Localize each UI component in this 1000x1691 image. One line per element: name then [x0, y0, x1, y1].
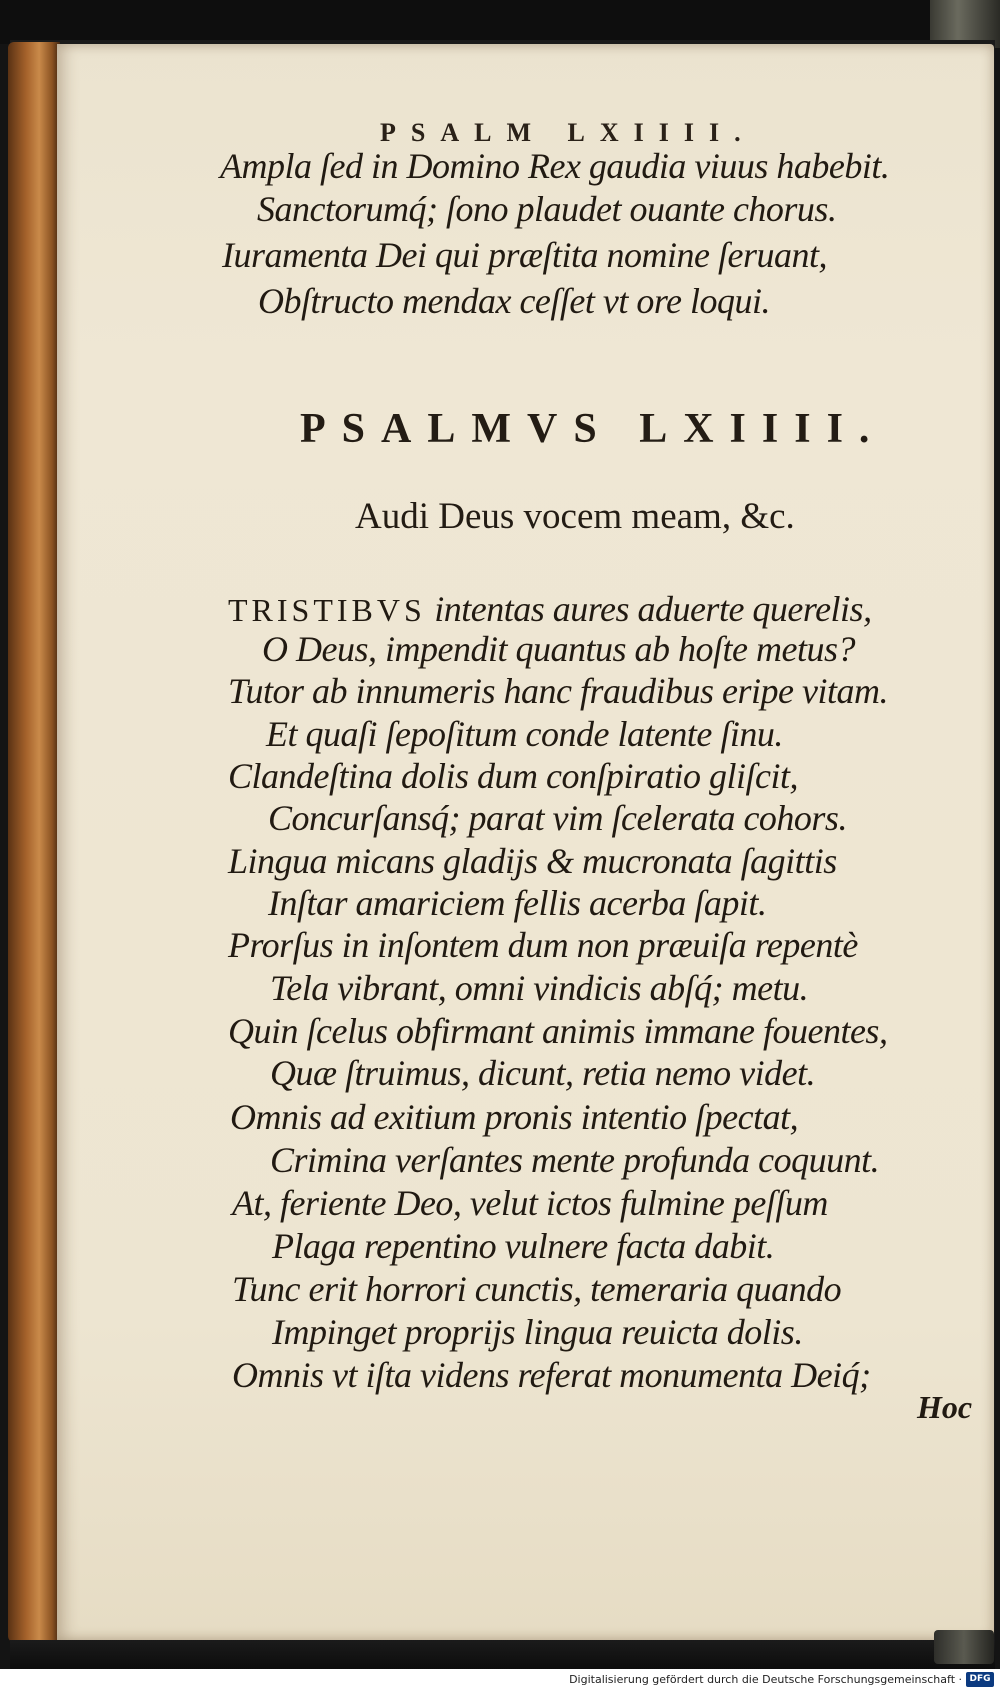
- verse-19: Omnis vt iſta videns referat monumenta Deiq́;: [232, 1355, 871, 1395]
- footer-credit: Digitalisierung gefördert durch die Deutsche Forschungsgemeinschaft ·: [569, 1673, 962, 1686]
- prev-verse-1: Ampla ſed in Domino Rex gaudia viuus habebit.: [220, 146, 890, 186]
- page-edge-gilt: [8, 42, 60, 1642]
- verse-15: At, feriente Deo, velut ictos fulmine peſſum: [232, 1183, 828, 1223]
- verse-3: Tutor ab innumeris hanc fraudibus eripe vitam.: [228, 671, 888, 711]
- verse-9: Prorſus in inſontem dum non præuiſa repentè: [228, 925, 858, 965]
- book-binding-bottom: [934, 1630, 994, 1664]
- verse-7: Lingua micans gladijs & mucronata ſagittis: [228, 841, 837, 881]
- verse-initial-word: TRISTIBVS: [228, 592, 426, 628]
- verse-8: Inſtar amariciem fellis acerba ſapit.: [268, 883, 767, 923]
- verse-16: Plaga repentino vulnere facta dabit.: [272, 1226, 775, 1266]
- verse-1: [228, 588, 872, 630]
- scan-bottom-border: [10, 1640, 995, 1670]
- running-head: PSALM LXIIII.: [380, 118, 756, 147]
- scan-top-border: [0, 0, 1000, 44]
- verse-10: Tela vibrant, omni vindicis abſq́; metu.: [270, 968, 809, 1008]
- psalm-incipit: Audi Deus vocem meam, &c.: [355, 496, 795, 537]
- verse-1-rest: intentas aures aduerte querelis,: [425, 589, 872, 629]
- dfg-logo: DFG: [966, 1672, 994, 1687]
- verse-14: Crimina verſantes mente profunda coquunt.: [270, 1140, 880, 1180]
- verse-13: Omnis ad exitium pronis intentio ſpectat,: [230, 1097, 799, 1137]
- prev-verse-4: Obſtructo mendax ceſſet vt ore loqui.: [258, 281, 771, 321]
- verse-4: Et quaſi ſepoſitum conde latente ſinu.: [266, 714, 783, 754]
- prev-verse-3: Iuramenta Dei qui præſtita nomine ſeruant,: [222, 235, 827, 275]
- catchword: Hoc: [917, 1389, 973, 1425]
- verse-18: Impinget proprijs lingua reuicta dolis.: [272, 1312, 803, 1352]
- verse-12: Quæ ſtruimus, dicunt, retia nemo videt.: [270, 1053, 816, 1093]
- verse-5: Clandeſtina dolis dum conſpiratio gliſcit,: [228, 756, 798, 796]
- verse-6: Concurſansq́; parat vim ſcelerata cohors.: [268, 798, 847, 838]
- verse-2: O Deus, impendit quantus ab hoſte metus?: [262, 629, 855, 669]
- verse-11: Quin ſcelus obfirmant animis immane fouentes,: [228, 1011, 888, 1051]
- verse-17: Tunc erit horrori cunctis, temeraria quando: [232, 1269, 842, 1309]
- prev-verse-2: Sanctorumq́; ſono plaudet ouante chorus.: [257, 189, 837, 229]
- psalm-title: PSALMVS LXIIII.: [300, 406, 886, 452]
